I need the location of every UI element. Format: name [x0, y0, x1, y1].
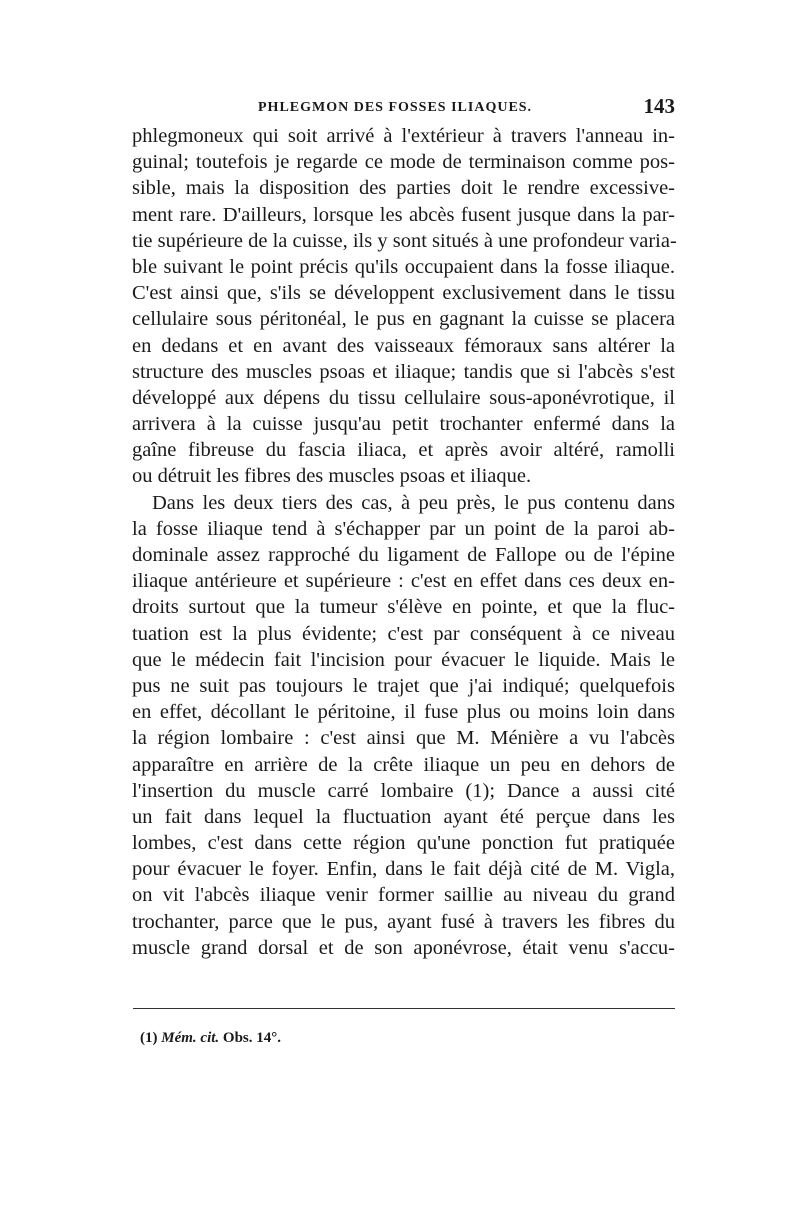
text-line: phlegmoneux qui soit arrivé à l'extérieur à travers l'anneau in- [132, 125, 675, 147]
text-line: tie supérieure de la cuisse, ils y sont situés à une profondeur varia- [132, 229, 677, 252]
text-line: on vit l'abcès iliaque venir former saillie au niveau du grand [132, 884, 675, 907]
text-line: sible, mais la disposition des parties doit le rendre excessive- [132, 177, 675, 200]
body-text [132, 123, 675, 961]
text-line: tuation est la plus évidente; c'est par conséquent à ce niveau [132, 622, 675, 645]
page-number: 143 [643, 94, 675, 118]
text-line: ble suivant le point précis qu'ils occupaient dans la fosse iliaque. [132, 255, 675, 278]
footnote-marker: (1) [140, 1030, 158, 1046]
text-line: muscle grand dorsal et de son aponévrose, était venu s'accu- [132, 936, 675, 959]
text-line: guinal; toutefois je regarde ce mode de terminaison comme pos- [132, 151, 675, 174]
footnote-reference-detail: Obs. 14°. [222, 1030, 282, 1046]
text-line: en effet, décollant le péritoine, il fuse plus ou moins loin dans [132, 701, 675, 724]
text-line: un fait dans lequel la fluctuation ayant été perçue dans les [132, 805, 675, 828]
text-line: pus ne suit pas toujours le trajet que j'ai indiqué; quelquefois [132, 674, 675, 697]
running-title: PHLEGMON DES FOSSES ILIAQUES. [258, 100, 533, 115]
text-line: apparaître en arrière de la crête iliaque un peu en dehors de [132, 753, 675, 776]
text-line: la fosse iliaque tend à s'échapper par un point de la paroi ab- [132, 517, 675, 540]
text-line: iliaque antérieure et supérieure : c'est en effet dans ces deux en- [132, 570, 675, 593]
text-line: trochanter, parce que le pus, ayant fusé à travers les fibres du [132, 910, 675, 933]
page-header [133, 94, 675, 124]
text-line: ou détruit les fibres des muscles psoas et iliaque. [132, 465, 532, 488]
footnote-reference-title: Mém. cit. [161, 1030, 220, 1046]
text-line: C'est ainsi que, s'ils se développent exclusivement dans le tissu [132, 282, 675, 305]
text-line: pour évacuer le foyer. Enfin, dans le fait déjà cité de M. Vigla, [132, 858, 675, 881]
text-line: que le médecin fait l'incision pour évacuer le liquide. Mais le [132, 648, 675, 671]
footnote [140, 1030, 281, 1047]
text-line: la région lombaire : c'est ainsi que M. Ménière a vu l'abcès [132, 727, 675, 750]
text-line: gaîne fibreuse du fascia iliaca, et après avoir altéré, ramolli [132, 439, 675, 462]
footnote-divider [133, 1008, 675, 1009]
text-line: droits surtout que la tumeur s'élève en pointe, et que la fluc- [132, 596, 675, 619]
text-line: développé aux dépens du tissu cellulaire sous-aponévrotique, il [132, 386, 675, 409]
text-line: ment rare. D'ailleurs, lorsque les abcès fusent jusque dans la par- [132, 203, 675, 226]
text-line: en dedans et en avant des vaisseaux fémoraux sans altérer la [132, 334, 675, 357]
text-line: cellulaire sous péritonéal, le pus en gagnant la cuisse se placera [132, 308, 675, 331]
text-line: lombes, c'est dans cette région qu'une ponction fut pratiquée [132, 832, 675, 855]
text-line: arrivera à la cuisse jusqu'au petit trochanter enfermé dans la [132, 413, 675, 436]
text-line: Dans les deux tiers des cas, à peu près, le pus contenu dans [152, 491, 675, 514]
text-line: structure des muscles psoas et iliaque; tandis que si l'abcès s'est [132, 360, 675, 383]
text-line: l'insertion du muscle carré lombaire (1); Dance a aussi cité [132, 779, 675, 802]
text-line: dominale assez rapproché du ligament de Fallope ou de l'épine [132, 544, 675, 566]
